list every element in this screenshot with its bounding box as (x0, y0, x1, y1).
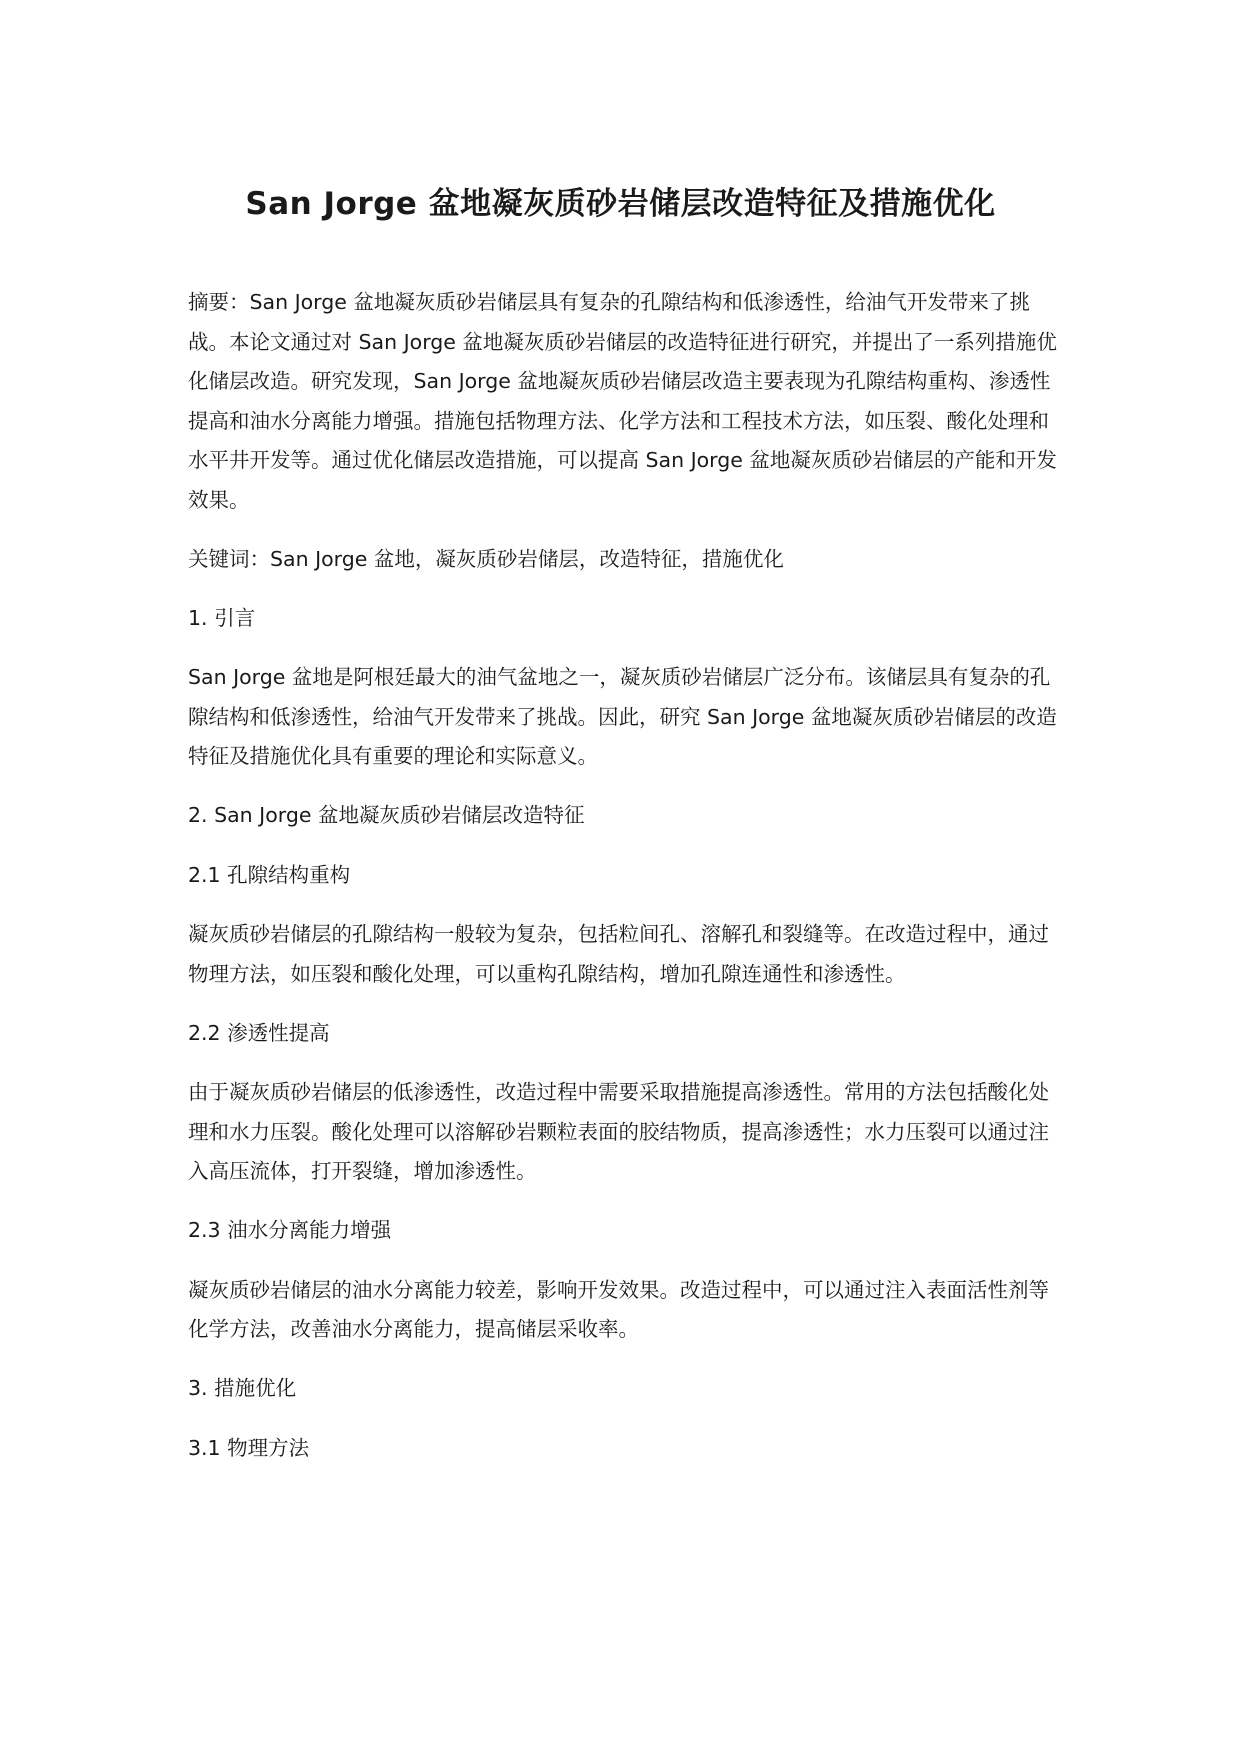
permeability-paragraph: 由于凝灰质砂岩储层的低渗透性，改造过程中需要采取措施提高渗透性。常用的方法包括酸化处理和水力压裂。酸化处理可以溶解砂岩颗粒表面的胶结物质，提高渗透性；水力压裂可以通过注入高压流体，打开裂缝，增加渗透性。 (188, 1080, 1049, 1183)
introduction-paragraph: San Jorge 盆地是阿根廷最大的油气盆地之一，凝灰质砂岩储层广泛分布。该储层具有复杂的孔隙结构和低渗透性，给油气开发带来了挑战。因此，研究 San Jorge 盆地凝灰质砂岩储层的改造特征及措施优化具有重要的理论和实际意义。 (188, 665, 1057, 768)
oil-water-separation-paragraph: 凝灰质砂岩储层的油水分离能力较差，影响开发效果。改造过程中，可以通过注入表面活性剂等化学方法，改善油水分离能力，提高储层采收率。 (188, 1277, 1049, 1341)
subsection-heading-permeability: 2.2 渗透性提高 (188, 1020, 330, 1045)
subsection-heading-physical-methods: 3.1 物理方法 (188, 1435, 310, 1460)
section-heading-characteristics: 2. San Jorge 盆地凝灰质砂岩储层改造特征 (188, 803, 585, 827)
abstract-paragraph: 摘要：San Jorge 盆地凝灰质砂岩储层具有复杂的孔隙结构和低渗透性，给油气开发带来了挑战。本论文通过对 San Jorge 盆地凝灰质砂岩储层的改造特征进行研究，并提出了一系列措施优化储层改造。研究发现，San Jorge 盆地凝灰质砂岩储层改造主要表现为孔隙结构重构、渗透性提高和油水分离能力增强。措施包括物理方法、化学方法和工程技术方法，如压裂、酸化处理和水平井开发等。通过优化储层改造措施，可以提高 San Jorge 盆地凝灰质砂岩储层的产能和开发效果。 (188, 290, 1057, 512)
keywords-paragraph: 关键词：San Jorge 盆地，凝灰质砂岩储层，改造特征，措施优化 (188, 546, 784, 571)
document-body (188, 283, 1060, 1488)
section-heading-introduction: 1. 引言 (188, 605, 256, 630)
document-title: San Jorge 盆地凝灰质砂岩储层改造特征及措施优化 (245, 186, 996, 222)
subsection-heading-pore-structure: 2.1 孔隙结构重构 (188, 862, 351, 887)
pore-structure-paragraph: 凝灰质砂岩储层的孔隙结构一般较为复杂，包括粒间孔、溶解孔和裂缝等。在改造过程中，通过物理方法，如压裂和酸化处理，可以重构孔隙结构，增加孔隙连通性和渗透性。 (188, 922, 1049, 986)
subsection-heading-oil-water-separation: 2.3 油水分离能力增强 (188, 1218, 392, 1242)
section-heading-optimization: 3. 措施优化 (188, 1376, 297, 1400)
